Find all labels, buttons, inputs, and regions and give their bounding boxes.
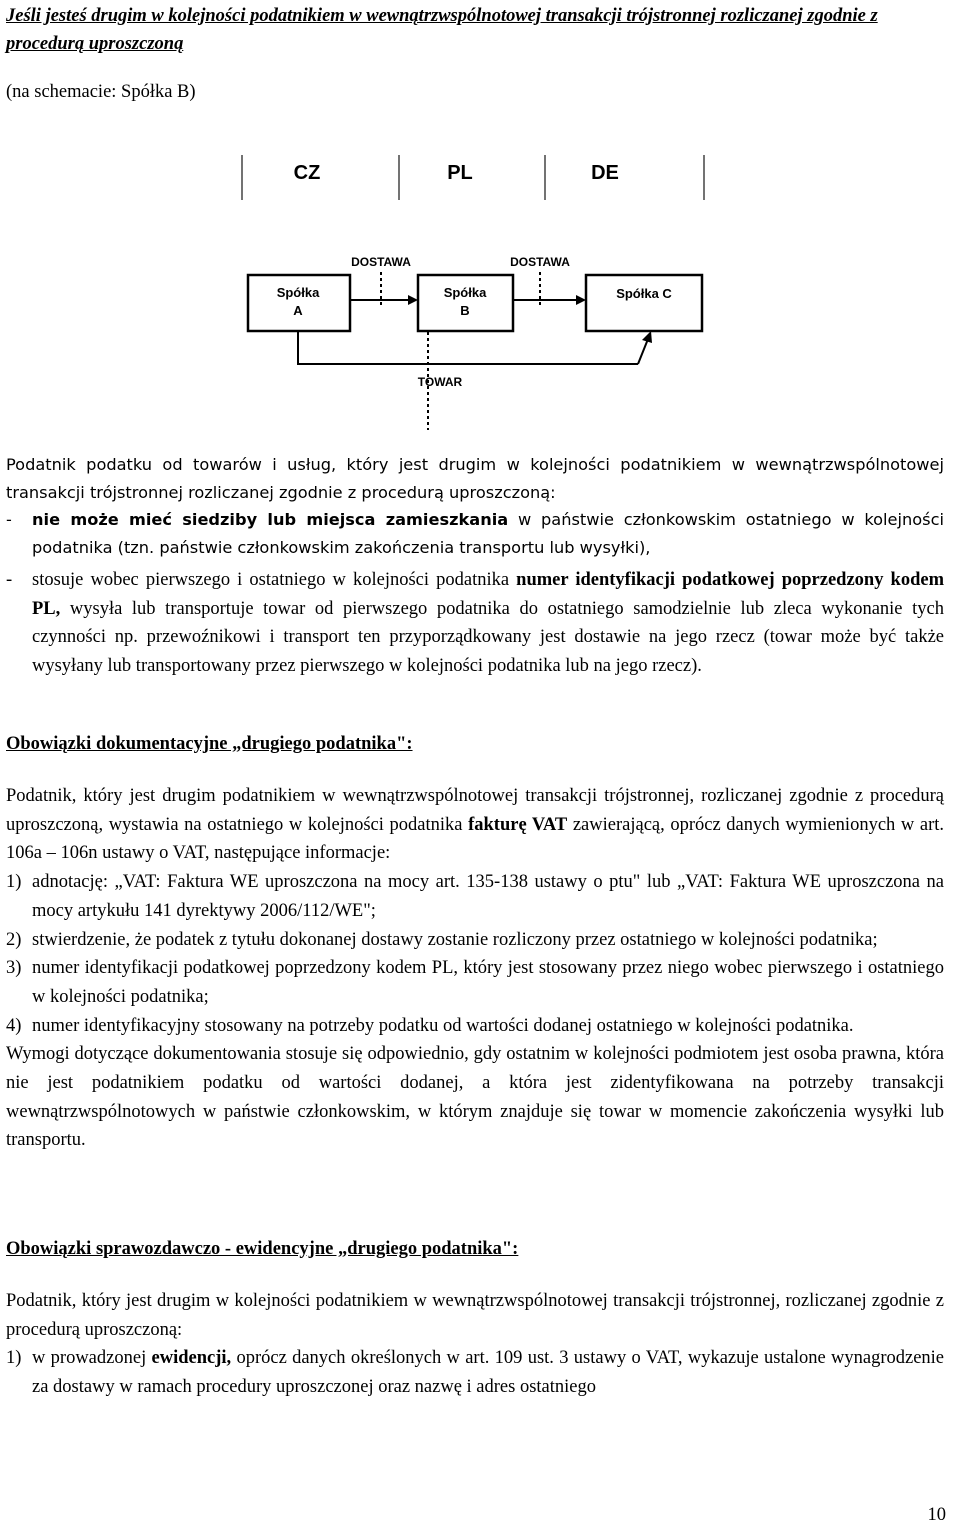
company-a-letter: A <box>293 303 303 318</box>
country-label-de: DE <box>591 162 619 184</box>
report-section-body <box>6 1287 944 1402</box>
intro-bullet-2-text: wysyła lub transportuje towar od pierwszego podatnika do ostatniego samodzielnie lub zleca wykonanie tych czynności np. przewoźnikowi i transport ten przyporządkowany jest dostawie na jego rzecz (towar może być także wysyłany lub transportowany przez pierwszego w kolejności podatnika lub na jego rzecz). <box>32 598 944 677</box>
list-text: stwierdzenie, że podatek z tytułu dokonanej dostawy zostanie rozliczony przez ostatniego w kolejności podatnika; <box>32 929 878 950</box>
country-label-cz: CZ <box>293 162 321 184</box>
list-text: w prowadzonej <box>32 1348 152 1369</box>
doc-section-body <box>6 782 944 1155</box>
intro-bullet-2-pre: stosuje wobec pierwszego i ostatniego w kolejności podatnika <box>32 570 517 590</box>
doc-list-item <box>6 1012 944 1041</box>
doc-list-item <box>6 926 944 955</box>
bullet-mark: - <box>6 570 13 590</box>
list-text-rest: oprócz danych określonych w art. 109 ust. 3 ustawy o VAT, wykazuje ustalone wynagrodzenie za dostawy w ramach procedury uproszczonej oraz nazwę i adres ostatniego <box>32 1348 945 1398</box>
doc-intro-text: Podatnik, który jest drugim podatnikiem w wewnątrzwspólnotowej transakcji trójstronnej, rozliczanej zgodnie z procedurą uproszczoną, wystawia na ostatniego w kolejności podatnika <box>6 786 944 835</box>
goods-label: TOWAR <box>417 375 463 389</box>
doc-section-intro <box>6 782 944 868</box>
company-b-letter: B <box>460 303 470 318</box>
page-title: Jeśli jesteś drugim w kolejności podatnikiem w wewnątrzwspólnotowej transakcji trójstronnej rozliczanej zgodnie z procedurą uproszczoną <box>6 6 878 54</box>
delivery-label-bc: DOSTAWA <box>510 255 570 269</box>
list-number: 3) <box>6 958 22 979</box>
list-number: 1) <box>6 872 22 893</box>
list-number: 1) <box>6 1348 22 1369</box>
intro-bullet-1 <box>6 506 944 561</box>
doc-section-closing: Wymogi dotyczące dokumentowania stosuje się odpowiednio, gdy ostatnim w kolejności podmiotem jest osoba prawna, która nie jest podatnikiem podatku od wartości dodanej, a która jest zidentyfikowana na potrzeby transakcji wewnątrzwspólnotowych w państwie członkowskim, w którym znajduje się towar w momencie zakończenia wysyłki lub transportu. <box>6 1044 944 1151</box>
intro-lead: Podatnik podatku od towarów i usług, który jest drugim w kolejności podatnikiem w wewnątrzwspólnotowej transakcji trójstronnej rozliczanej zgodnie z procedurą uproszczoną: <box>6 455 944 502</box>
report-section-intro: Podatnik, który jest drugim w kolejności podatnikiem w wewnątrzwspólnotowej transakcji trójstronnej, rozliczanej zgodnie z procedurą uproszczoną: <box>6 1291 944 1340</box>
diagram-caption: (na schemacie: Spółka B) <box>6 82 196 102</box>
doc-intro-rest: zawierającą, oprócz danych wymienionych w art. 106a – 106n ustawy o VAT, następujące informacje: <box>6 814 944 864</box>
doc-section-heading: Obowiązki dokumentacyjne „drugiego podatnika": <box>6 734 413 754</box>
list-number: 2) <box>6 929 22 950</box>
doc-list-item <box>6 868 944 925</box>
report-list-item <box>6 1344 944 1401</box>
list-text-bold: ewidencji, <box>151 1348 232 1369</box>
company-b-name: Spółka <box>443 285 487 300</box>
intro-block <box>6 451 944 561</box>
page-number: 10 <box>927 1505 946 1525</box>
company-a-name: Spółka <box>276 285 320 300</box>
delivery-label-ab: DOSTAWA <box>351 255 411 269</box>
list-text: adnotację: „VAT: Faktura WE uproszczona na mocy art. 135-138 ustawy o ptu" lub „VAT: Faktura WE uproszczona na mocy artykułu 141 dyrektywy 2006/112/WE"; <box>32 872 944 921</box>
intro-bullet-2-bold: numer identyfikacji podatkowej poprzedzony kodem PL, <box>32 570 945 619</box>
intro-bullet-1-text: w państwie członkowskim ostatniego w kolejności podatnika (tzn. państwie członkowskim zakończenia transportu lub wysyłki), <box>32 510 945 557</box>
list-text: numer identyfikacyjny stosowany na potrzeby podatku od wartości dodanej ostatniego w kolejności podatnika. <box>32 1015 854 1036</box>
list-number: 4) <box>6 1015 22 1036</box>
intro-bullet-1-bold: nie może mieć siedziby lub miejsca zamieszkania <box>32 510 509 529</box>
company-c-name: Spółka C <box>616 286 672 301</box>
report-section-heading: Obowiązki sprawozdawczo - ewidencyjne „drugiego podatnika": <box>6 1239 519 1259</box>
doc-intro-bold: fakturę VAT <box>468 814 568 835</box>
intro-bullet-2 <box>6 566 944 681</box>
intro-bullet-2-block <box>6 566 944 681</box>
country-label-pl: PL <box>447 162 473 184</box>
doc-list-item <box>6 954 944 1011</box>
company-box-c <box>586 275 702 331</box>
list-text: numer identyfikacji podatkowej poprzedzony kodem PL, który jest stosowany przez niego wobec pierwszego i ostatniego w kolejności podatnika; <box>32 958 944 1007</box>
transaction-diagram <box>238 150 718 430</box>
bullet-mark: - <box>6 510 12 529</box>
